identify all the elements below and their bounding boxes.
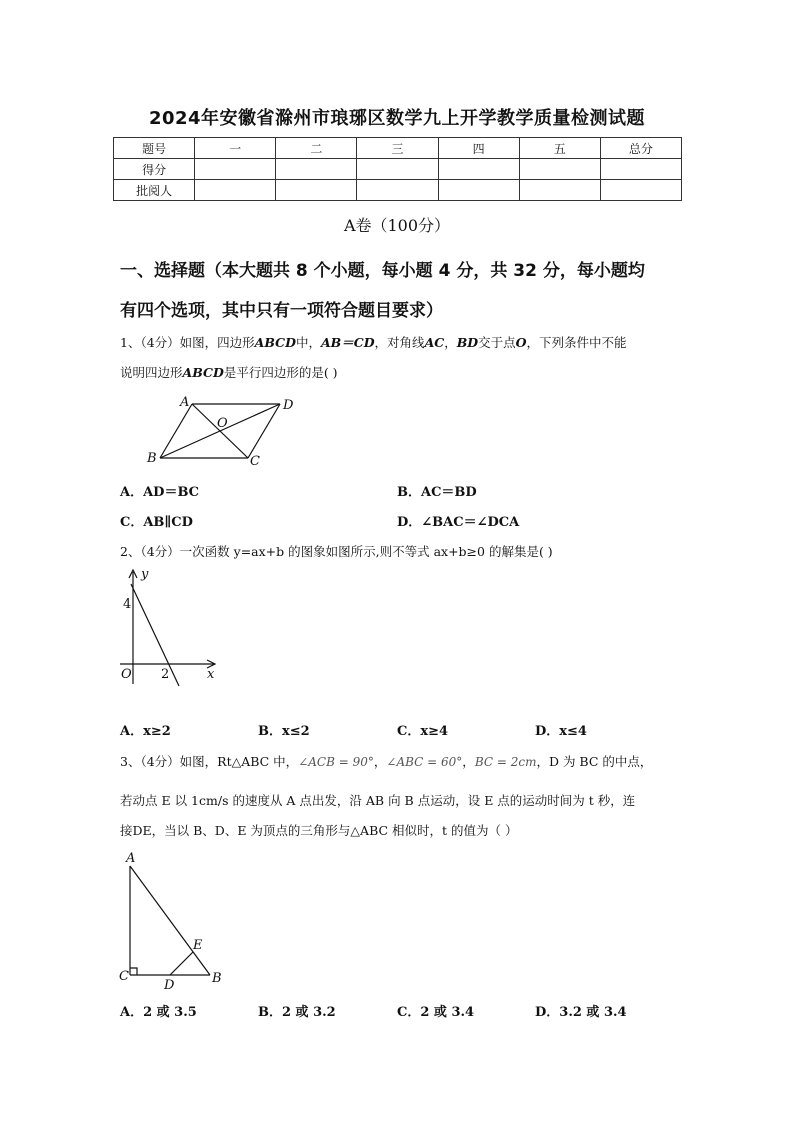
q1-figure-diagonal [160, 404, 280, 458]
q1-math: AB＝CD [320, 335, 375, 350]
q1-option-b[interactable]: B．AC＝BD [397, 485, 477, 500]
score-row-label: 得分 [114, 159, 195, 180]
q2-axis-label-x: x [207, 667, 215, 682]
score-cell[interactable] [195, 180, 276, 201]
q2-option-a[interactable]: A．x≥2 [120, 724, 171, 739]
score-cell[interactable] [519, 159, 600, 180]
q3-option-b[interactable]: B．2 或 3.2 [258, 1005, 336, 1020]
section1-heading-line2: 有四个选项，其中只有一项符合题目要求） [120, 301, 443, 321]
score-cell[interactable] [357, 159, 438, 180]
q3-figure-edge-ab [130, 866, 210, 975]
score-cell[interactable] [438, 180, 519, 201]
q3-figure-label: E [193, 938, 203, 953]
q1-figure-label: D [283, 398, 294, 413]
score-cell[interactable] [519, 180, 600, 201]
q3-formula: BC = 2cm [474, 755, 537, 769]
q3-text: ， [373, 754, 387, 769]
score-cell[interactable] [600, 159, 681, 180]
q2-option-d[interactable]: D．x≤4 [535, 724, 587, 739]
q3-text: ，D 为 BC 的中点， [536, 754, 653, 769]
score-row-label: 批阅人 [114, 180, 195, 201]
score-table-row [114, 159, 682, 180]
section-a-heading: A卷（100分） [343, 216, 451, 235]
q1-text: 是平行四边形的是( ) [223, 365, 338, 380]
q2-tick-label-4: 4 [123, 597, 132, 612]
q3-right-triangle-figure [115, 848, 230, 993]
score-table-header-cell: 题号 [114, 138, 195, 159]
q1-line1 [120, 333, 680, 353]
q2-axis-label-y: y [141, 567, 149, 582]
q3-formula: ∠ACB = 90° [298, 755, 374, 769]
q1-figure-label: C [250, 454, 260, 469]
q1-number: 1、（4分） [120, 335, 180, 350]
score-table-header-cell: 二 [276, 138, 357, 159]
q1-figure-label: O [217, 416, 228, 431]
q3-right-angle-mark [130, 968, 137, 975]
q3-option-a[interactable]: A．2 或 3.5 [120, 1005, 197, 1020]
score-table-header-cell: 一 [195, 138, 276, 159]
q2-tick-label-2: 2 [161, 667, 170, 682]
q1-math: O [515, 335, 527, 350]
q1-text: 说明四边形 [120, 365, 183, 380]
q3-line3: 接DE，当以 B、D、E 为顶点的三角形与△ABC 相似时，t 的值为（ ） [120, 823, 518, 838]
score-cell[interactable] [276, 180, 357, 201]
q3-figure-label: C [119, 969, 129, 984]
q1-line2 [120, 363, 680, 383]
q1-text: 中， [295, 335, 321, 350]
q3-figure-label: A [126, 851, 136, 866]
section1-heading-line1: 一、选择题（本大题共 8 个小题，每小题 4 分，共 32 分，每小题均 [120, 261, 645, 281]
q3-option-d[interactable]: D．3.2 或 3.4 [535, 1005, 627, 1020]
q2-function-line [131, 584, 179, 686]
q1-math: ABCD [182, 365, 224, 380]
q3-figure-label: B [212, 971, 222, 986]
q1-math: AC [424, 335, 445, 350]
q1-parallelogram-figure [140, 392, 310, 470]
q3-line1 [120, 752, 690, 772]
q2-option-b[interactable]: B．x≤2 [258, 724, 310, 739]
q1-option-a[interactable]: A．AD＝BC [120, 485, 200, 500]
q1-text: ，下列条件中不能 [526, 335, 627, 350]
q3-figure-segment-de [170, 952, 193, 975]
q1-text: ， [444, 335, 457, 350]
q2-option-c[interactable]: C．x≥4 [397, 724, 449, 739]
q3-text: ， [462, 754, 475, 769]
q2-origin-label: O [121, 667, 132, 682]
q1-figure-label: B [147, 451, 157, 466]
q1-text: 交于点 [478, 335, 516, 350]
score-cell[interactable] [357, 180, 438, 201]
q1-text: ，对角线 [374, 335, 425, 350]
score-cell[interactable] [195, 159, 276, 180]
score-table-header-row [114, 138, 682, 159]
score-table-header-cell: 四 [438, 138, 519, 159]
q1-figure-edge [160, 404, 192, 458]
score-table-header-cell: 五 [519, 138, 600, 159]
score-table-row [114, 180, 682, 201]
score-table [113, 137, 682, 201]
q1-option-d[interactable]: D．∠BAC＝∠DCA [397, 515, 520, 530]
q1-math: ABCD [254, 335, 296, 350]
q1-math: BD [456, 335, 479, 350]
q1-figure-label: A [180, 395, 190, 410]
q1-text: 如图，四边形 [179, 335, 255, 350]
q3-text: 3、（4分）如图，Rt△ABC 中， [120, 754, 299, 769]
q1-figure-edge [248, 404, 280, 458]
q3-formula: ∠ABC = 60° [386, 755, 463, 769]
q3-line2: 若动点 E 以 1cm/s 的速度从 A 点出发，沿 AB 向 B 点运动，设 E 点的运动时间为 t 秒，连 [120, 793, 636, 808]
q1-option-c[interactable]: C．AB∥CD [120, 515, 193, 530]
q2-stem: 2、（4分）一次函数 y=ax+b 的图象如图所示,则不等式 ax+b≥0 的解集是( ) [120, 544, 553, 559]
score-table-header-cell: 三 [357, 138, 438, 159]
q3-option-c[interactable]: C．2 或 3.4 [397, 1005, 475, 1020]
score-cell[interactable] [438, 159, 519, 180]
score-cell[interactable] [276, 159, 357, 180]
score-cell[interactable] [600, 180, 681, 201]
score-table-header-cell: 总分 [600, 138, 681, 159]
q3-figure-label: D [164, 978, 175, 993]
document-title: 2024年安徽省滁州市琅琊区数学九上开学教学质量检测试题 [148, 108, 646, 129]
q2-linear-function-graph [115, 564, 225, 694]
